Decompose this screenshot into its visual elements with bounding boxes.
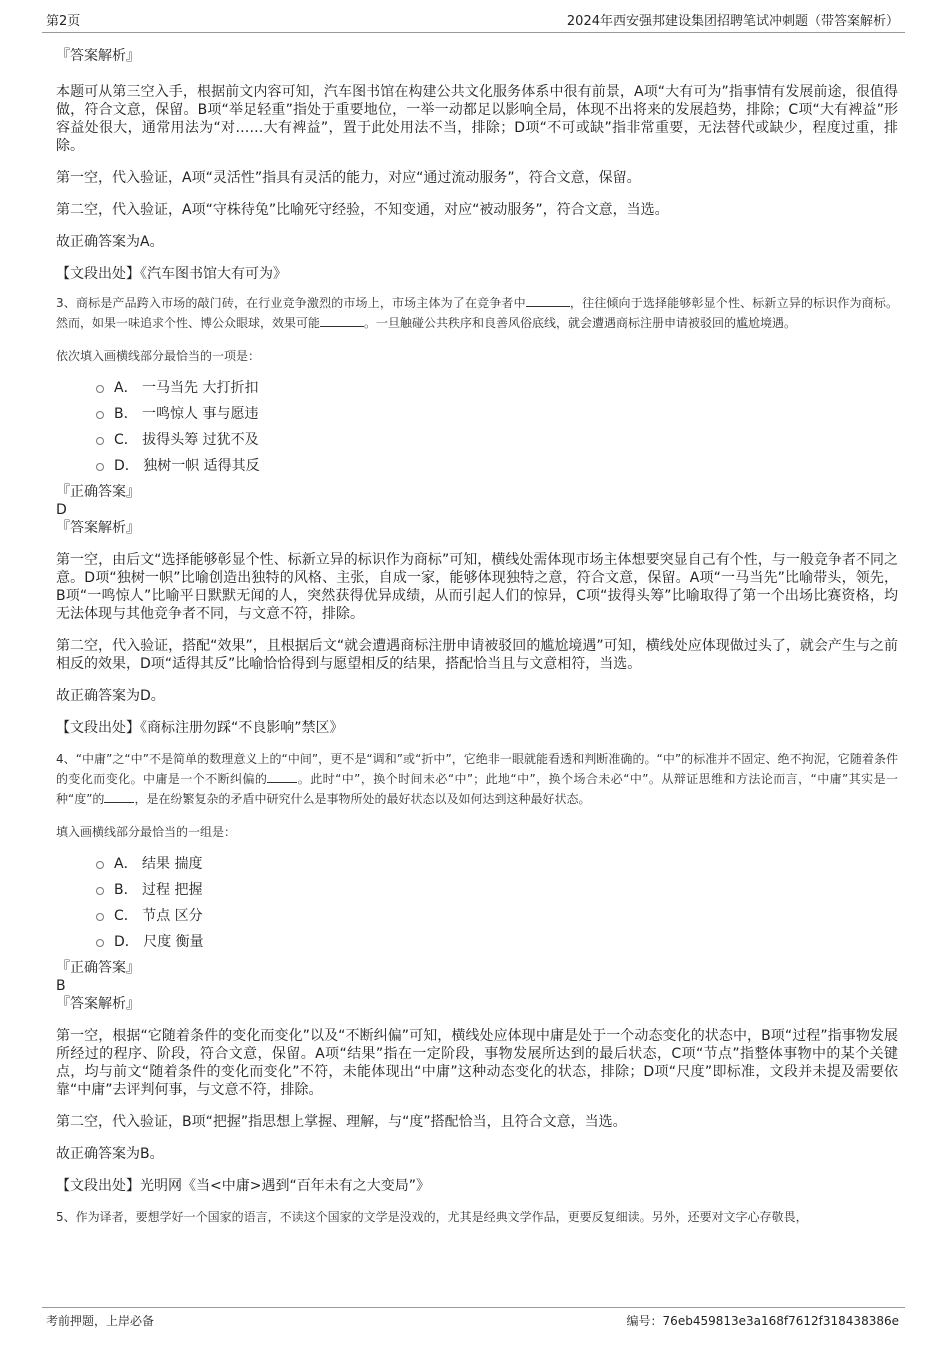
q4-stem-part1: 4、“中庸”之“中”不是简单的数理意义上的“中间”，更不是“调和”或“折中”，它绝非一眼就能看透和判断准确的。“中”的标准并不固定、绝不拘泥，它随着条件的变化而变化。中庸是一个不断纠偏的 xyxy=(56,752,898,786)
q3-option-c-text: C． 拔得头筹 过犹不及 xyxy=(114,432,259,448)
q4-option-b[interactable] xyxy=(96,881,898,907)
q3-option-b-text: B． 一鸣惊人 事与愿违 xyxy=(114,406,259,422)
q3-conclusion: 故正确答案为D。 xyxy=(56,688,165,704)
q4-analysis-p1: 第一空，根据“它随着条件的变化而变化”以及“不断纠偏”可知，横线处应体现中庸是处于一个动态变化的状态中，B项“过程”指事物发展所经过的程序、阶段，符合文意，保留。A项“结果”指在一定阶段，事物发展所达到的最后状态，C项“节点”指整体事物中的某个关键点，均与前文“随着条件的变化而变化”不符，未能体现出“中庸”这种动态变化的状态，排除；D项“尺度”即标准，文段并未提及需要依靠“中庸”去评判何事，与文意不符，排除。 xyxy=(56,1028,898,1098)
q3-blank-1 xyxy=(526,294,570,307)
q4-instruction: 填入画横线部分最恰当的一组是： xyxy=(56,825,237,839)
q4-option-b-text: B． 过程 把握 xyxy=(114,882,203,898)
q2-source-title: 《汽车图书馆大有可为》 xyxy=(140,266,287,282)
source-label: 【文段出处】 xyxy=(56,1178,140,1194)
q3-analysis-p2: 第二空，代入验证，搭配“效果”，且根据后文“就会遭遇商标注册申请被驳回的尴尬境遇”可知，横线处应体现做过头了，就会产生与之前相反的效果，D项“适得其反”比喻恰恰得到与愿望相反的结果，搭配恰当且与文意相符，当选。 xyxy=(56,638,898,672)
radio-icon[interactable] xyxy=(96,437,104,445)
q2-analysis-p3: 第二空，代入验证，A项“守株待兔”比喻死守经验，不知变通，对应“被动服务”，符合文意，当选。 xyxy=(56,202,669,218)
q2-analysis-p1: 本题可从第三空入手，根据前文内容可知，汽车图书馆在构建公共文化服务体系中很有前景，A项“大有可为”指事情有发展前途，很值得做，符合文意，保留。B项“举足轻重”指处于重要地位，一举一动都足以影响全局，体现不出将来的发展趋势，排除；C项“大有裨益”形容益处很大，通常用法为“对……大有裨益”，置于此处用法不当，排除；D项“不可或缺”指非常重要，无法替代或缺少，程度过重，排除。 xyxy=(56,84,898,154)
source-label: 【文段出处】 xyxy=(56,720,140,736)
q4-option-c[interactable] xyxy=(96,907,898,933)
q3-instruction: 依次填入画横线部分最恰当的一项是： xyxy=(56,349,261,363)
q3-option-b[interactable] xyxy=(96,405,898,431)
answer-analysis-label: 『答案解析』 xyxy=(56,48,140,64)
source-label: 【文段出处】 xyxy=(56,266,140,282)
q4-analysis-p2: 第二空，代入验证，B项“把握”指思想上掌握、理解，与“度”搭配恰当，且符合文意，当选。 xyxy=(56,1114,627,1130)
q4-option-c-text: C． 节点 区分 xyxy=(114,908,203,924)
document-title: 2024年西安强邦建设集团招聘笔试冲刺题（带答案解析） xyxy=(566,14,899,29)
page-footer xyxy=(42,1307,905,1328)
page-content xyxy=(56,44,898,1227)
q2-source xyxy=(56,265,898,283)
answer-analysis-label: 『答案解析』 xyxy=(56,520,140,536)
q4-option-a-text: A． 结果 揣度 xyxy=(114,856,203,872)
q3-source xyxy=(56,719,898,737)
q3-option-d-text: D． 独树一帜 适得其反 xyxy=(114,458,260,474)
q4-blank-1 xyxy=(267,770,297,783)
q4-source-title: 光明网《当<中庸>遇到“百年未有之大变局”》 xyxy=(140,1178,430,1194)
q4-conclusion: 故正确答案为B。 xyxy=(56,1146,164,1162)
q4-stem-part3: ，是在纷繁复杂的矛盾中研究什么是事物所处的最好状态以及如何达到这种最好状态。 xyxy=(134,792,591,806)
q4-options xyxy=(56,855,898,959)
radio-icon[interactable] xyxy=(96,861,104,869)
q3-analysis-p1: 第一空，由后文“选择能够彰显个性、标新立异的标识作为商标”可知，横线处需体现市场主体想要突显自己有个性，与一般竞争者不同之意。D项“独树一帜”比喻创造出独特的风格、主张，自成一家，能够体现独特之意，符合文意，保留。A项“一马当先”比喻带头，领先，B项“一鸣惊人”比喻平日默默无闻的人，突然获得优异成绩，从而引起人们的惊异，C项“拔得头筹”比喻取得了第一个出场比赛资格，均无法体现与其他竞争者不同，与文意不符，排除。 xyxy=(56,552,898,622)
q5-stem: 5、作为译者，要想学好一个国家的语言，不读这个国家的文学是没戏的，尤其是经典文学作品，更要反复细读。另外，还要对文字心存敬畏， xyxy=(56,1210,808,1224)
q4-source xyxy=(56,1177,898,1195)
answer-analysis-label: 『答案解析』 xyxy=(56,996,140,1012)
document-serial: 编号：76eb459813e3a168f7612f318438386e xyxy=(626,1314,899,1328)
q3-option-a-text: A． 一马当先 大打折扣 xyxy=(114,380,259,396)
q3-answer: D xyxy=(56,502,67,518)
q3-stem-part3: 。一旦触碰公共秩序和良善风俗底线，就会遭遇商标注册申请被驳回的尴尬境遇。 xyxy=(364,316,797,330)
correct-answer-label: 『正确答案』 xyxy=(56,960,140,976)
q3-stem-part2: ，往往倾向于选择能够彰显个性、标新立异的标识作为商标。然而，如果一味追求个性、博公众眼球，效果可能 xyxy=(56,296,898,330)
q3-blank-2 xyxy=(320,314,364,327)
radio-icon[interactable] xyxy=(96,939,104,947)
radio-icon[interactable] xyxy=(96,411,104,419)
footer-slogan: 考前押题，上岸必备 xyxy=(46,1314,155,1328)
q4-option-d-text: D． 尺度 衡量 xyxy=(114,934,204,950)
radio-icon[interactable] xyxy=(96,385,104,393)
q4-answer: B xyxy=(56,978,66,994)
q3-source-title: 《商标注册勿踩“不良影响”禁区》 xyxy=(140,720,344,736)
correct-answer-label: 『正确答案』 xyxy=(56,484,140,500)
q3-option-d[interactable] xyxy=(96,457,898,483)
q3-stem-part1: 3、商标是产品跨入市场的敲门砖，在行业竞争激烈的市场上，市场主体为了在竞争者中 xyxy=(56,296,526,310)
q2-analysis-p2: 第一空，代入验证，A项“灵活性”指具有灵活的能力，对应“通过流动服务”，符合文意，保留。 xyxy=(56,170,641,186)
q3-option-c[interactable] xyxy=(96,431,898,457)
q4-stem-part2: 。此时“中”，换个时间未必“中”；此地“中”，换个场合未必“中”。从辩证思维和方法论而言，“中庸”其实是一种“度”的 xyxy=(56,772,898,806)
q4-blank-2 xyxy=(104,790,134,803)
radio-icon[interactable] xyxy=(96,913,104,921)
radio-icon[interactable] xyxy=(96,463,104,471)
q3-option-a[interactable] xyxy=(96,379,898,405)
q4-option-d[interactable] xyxy=(96,933,898,959)
q3-stem xyxy=(56,293,898,333)
q2-conclusion: 故正确答案为A。 xyxy=(56,234,164,250)
radio-icon[interactable] xyxy=(96,887,104,895)
q4-option-a[interactable] xyxy=(96,855,898,881)
q4-stem xyxy=(56,749,898,809)
page-header xyxy=(42,12,905,33)
page-number: 第2页 xyxy=(46,14,81,29)
q3-options xyxy=(56,379,898,483)
